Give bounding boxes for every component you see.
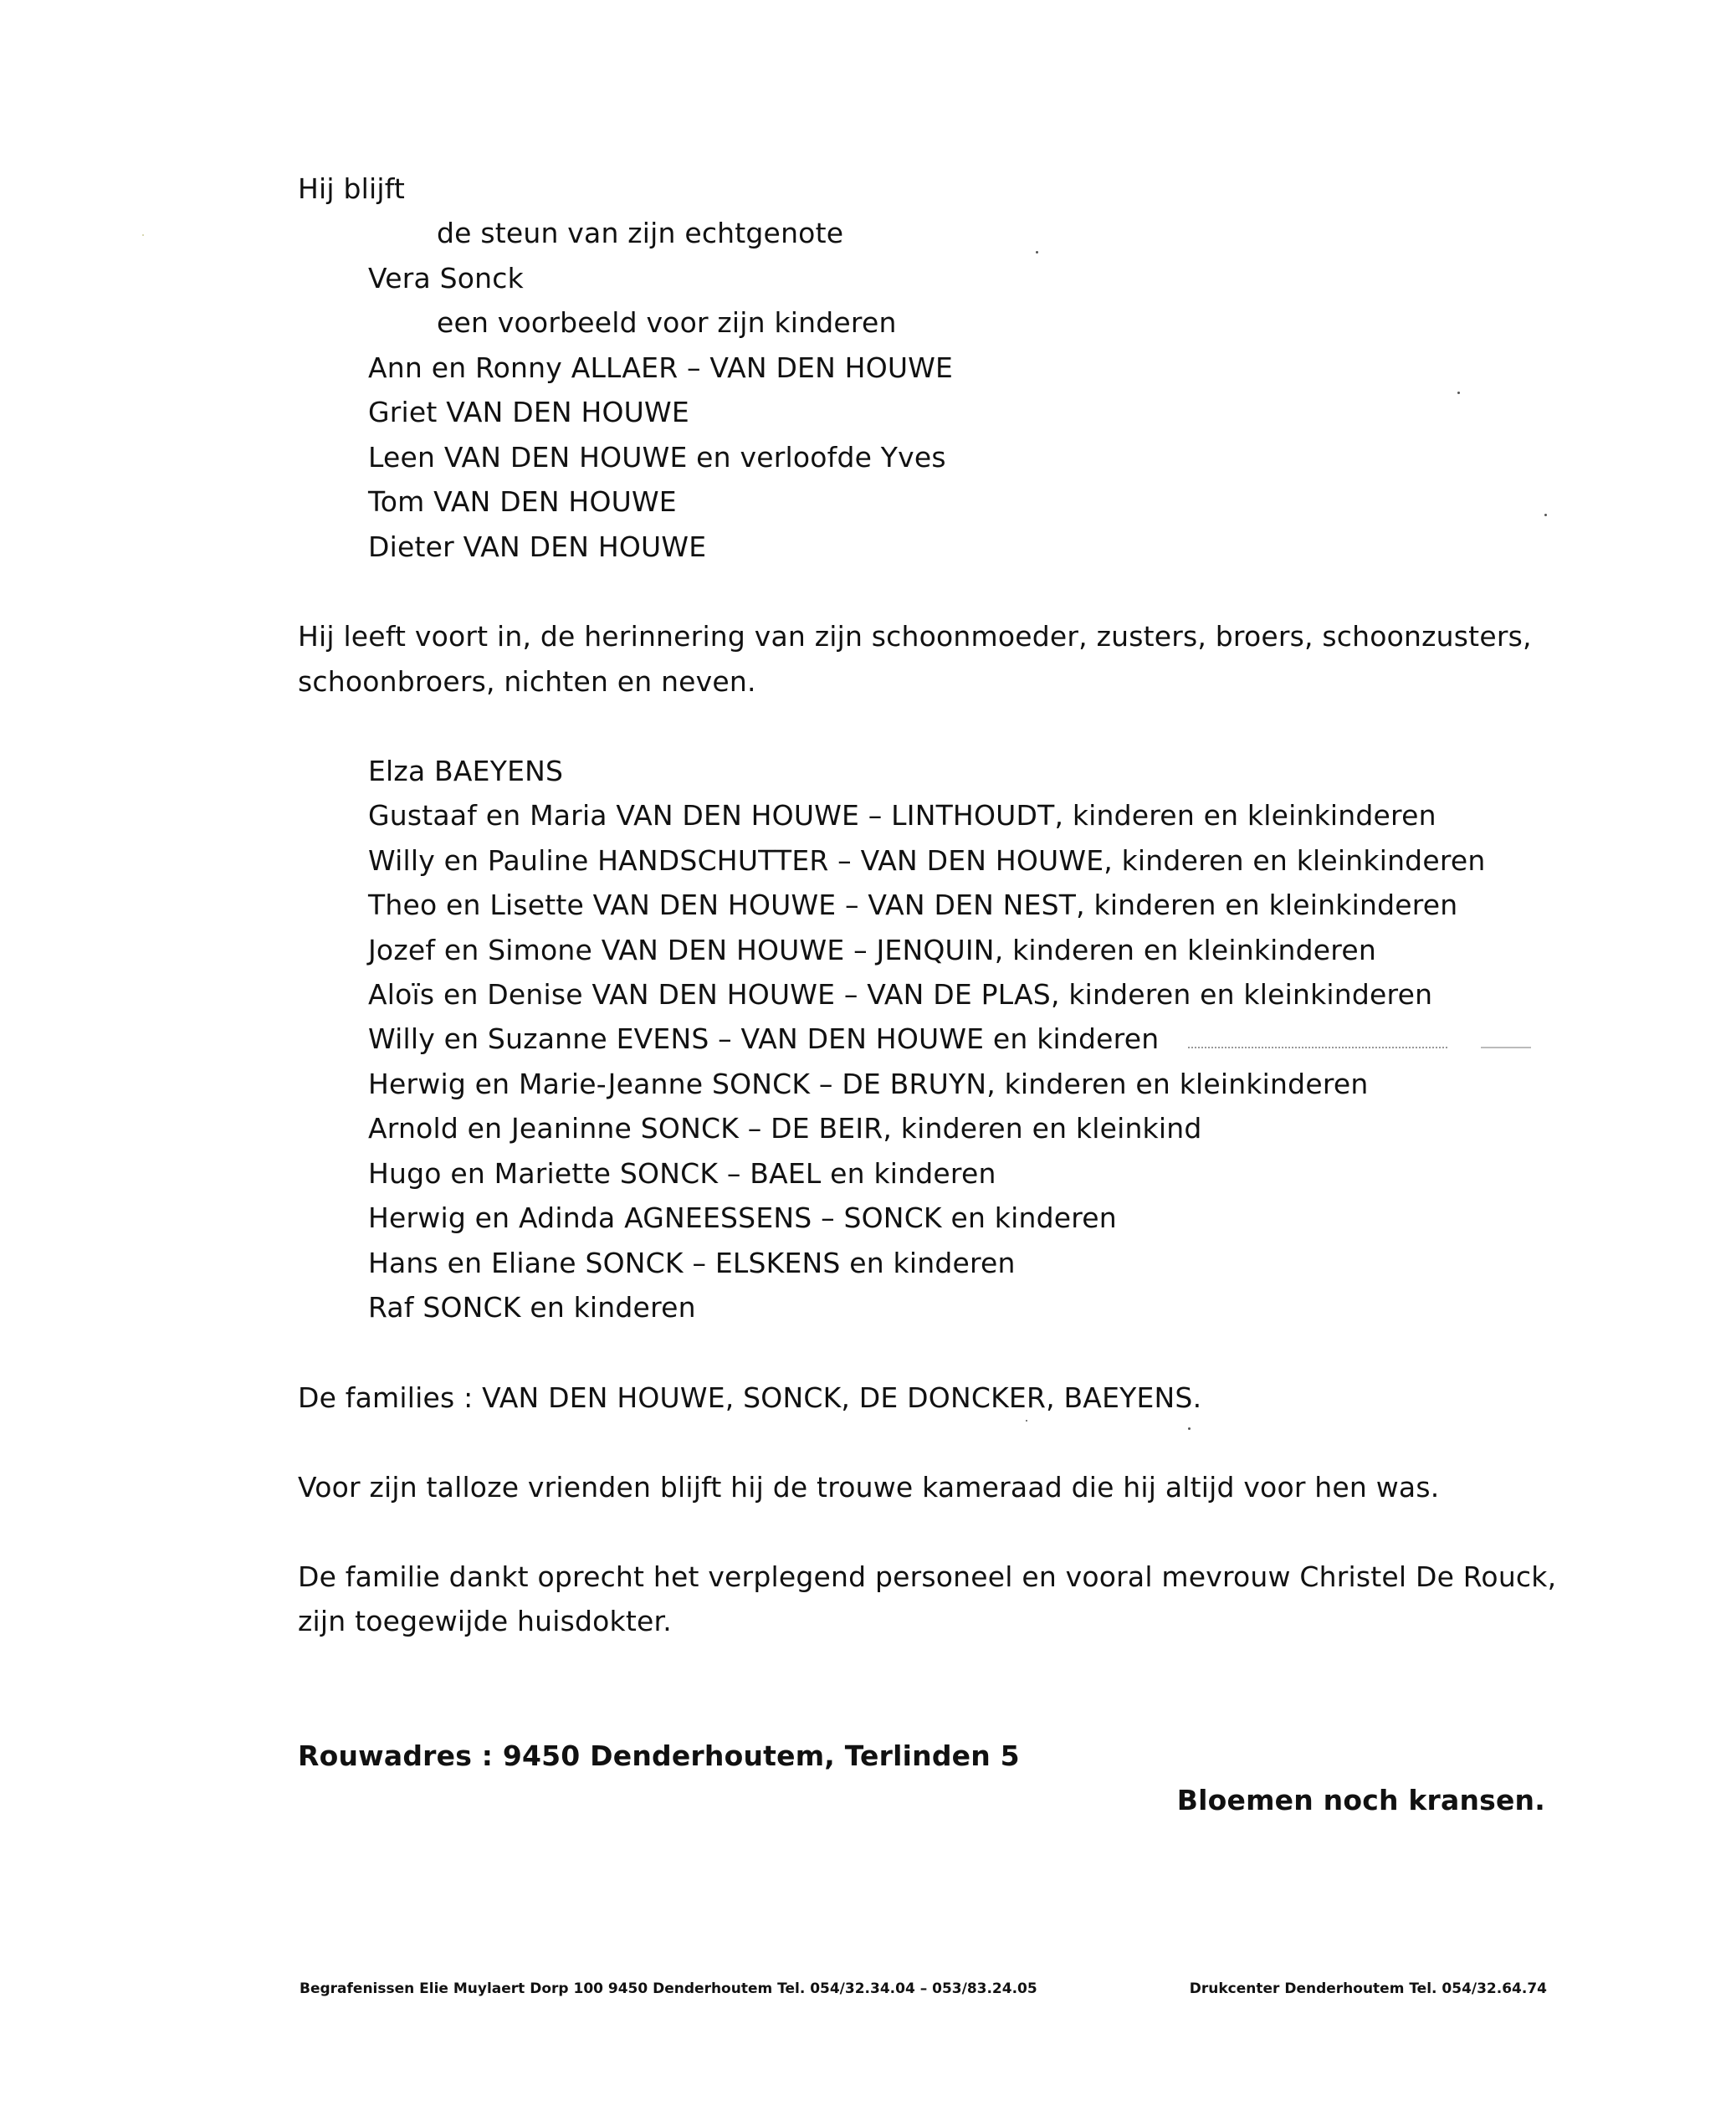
thanks-line-2: zijn toegewijde huisdokter. — [298, 1605, 672, 1637]
funeral-home-info: Begrafenissen Elie Muylaert Dorp 100 9450 Denderhoutem Tel. 054/32.34.04 – 053/83.24.05 — [300, 1980, 1037, 1997]
child-entry: Dieter VAN DEN HOUWE — [368, 530, 707, 563]
scan-speck — [1188, 1427, 1191, 1430]
family-entry: Elza BAEYENS — [368, 755, 564, 787]
family-entry: Hans en Eliane SONCK – ELSKENS en kinderen — [368, 1247, 1016, 1279]
example-line: een voorbeeld voor zijn kinderen — [437, 306, 897, 339]
child-entry: Griet VAN DEN HOUWE — [368, 396, 689, 428]
family-entry: Aloïs en Denise VAN DEN HOUWE – VAN DE PLAS, kinderen en kleinkinderen — [368, 978, 1433, 1011]
family-entry: Hugo en Mariette SONCK – BAEL en kinderen — [368, 1157, 996, 1190]
mourning-address: Rouwadres : 9450 Denderhoutem, Terlinden 5 — [298, 1739, 1020, 1772]
family-entry: Herwig en Marie-Jeanne SONCK – DE BRUYN, kinderen en kleinkinderen — [368, 1068, 1369, 1100]
scan-speck — [1457, 392, 1460, 394]
family-entry: Herwig en Adinda AGNEESSENS – SONCK en kinderen — [368, 1201, 1117, 1234]
print-shop-info: Drukcenter Denderhoutem Tel. 054/32.64.74 — [1189, 1980, 1547, 1997]
faint-dotted-line — [1188, 1047, 1447, 1050]
remembrance-line-2: schoonbroers, nichten en neven. — [298, 665, 756, 698]
scan-speck — [1036, 251, 1038, 254]
thanks-line-1: De familie dankt oprecht het verplegend personeel en vooral mevrouw Christel De Rouck, — [298, 1560, 1557, 1593]
family-entry: Gustaaf en Maria VAN DEN HOUWE – LINTHOUDT, kinderen en kleinkinderen — [368, 799, 1436, 832]
family-entry: Willy en Suzanne EVENS – VAN DEN HOUWE en kinderen — [368, 1022, 1160, 1055]
family-entry: Willy en Pauline HANDSCHUTTER – VAN DEN HOUWE, kinderen en kleinkinderen — [368, 844, 1486, 877]
family-entry: Jozef en Simone VAN DEN HOUWE – JENQUIN, kinderen en kleinkinderen — [368, 934, 1376, 966]
remembrance-line-1: Hij leeft voort in, de herinnering van zijn schoonmoeder, zusters, broers, schoonzusters, — [298, 620, 1532, 653]
family-entry: Raf SONCK en kinderen — [368, 1291, 696, 1324]
scan-speck — [1026, 1420, 1027, 1422]
child-entry: Leen VAN DEN HOUWE en verloofde Yves — [368, 441, 946, 474]
family-entry: Arnold en Jeaninne SONCK – DE BEIR, kinderen en kleinkind — [368, 1112, 1202, 1145]
child-entry: Ann en Ronny ALLAER – VAN DEN HOUWE — [368, 351, 954, 384]
scan-speck — [1544, 514, 1547, 516]
child-entry: Tom VAN DEN HOUWE — [368, 485, 677, 518]
families-line: De families : VAN DEN HOUWE, SONCK, DE DONCKER, BAEYENS. — [298, 1381, 1202, 1414]
family-entry: Theo en Lisette VAN DEN HOUWE – VAN DEN NEST, kinderen en kleinkinderen — [368, 889, 1458, 921]
scan-speck — [142, 234, 144, 236]
flowers-note: Bloemen noch kransen. — [1176, 1784, 1545, 1816]
spouse-name: Vera Sonck — [368, 262, 524, 295]
intro-text: Hij blijft — [298, 172, 406, 205]
faint-dash — [1481, 1047, 1531, 1050]
friends-line: Voor zijn talloze vrienden blijft hij de trouwe kameraad die hij altijd voor hen was. — [298, 1471, 1440, 1504]
support-line: de steun van zijn echtgenote — [437, 217, 844, 249]
